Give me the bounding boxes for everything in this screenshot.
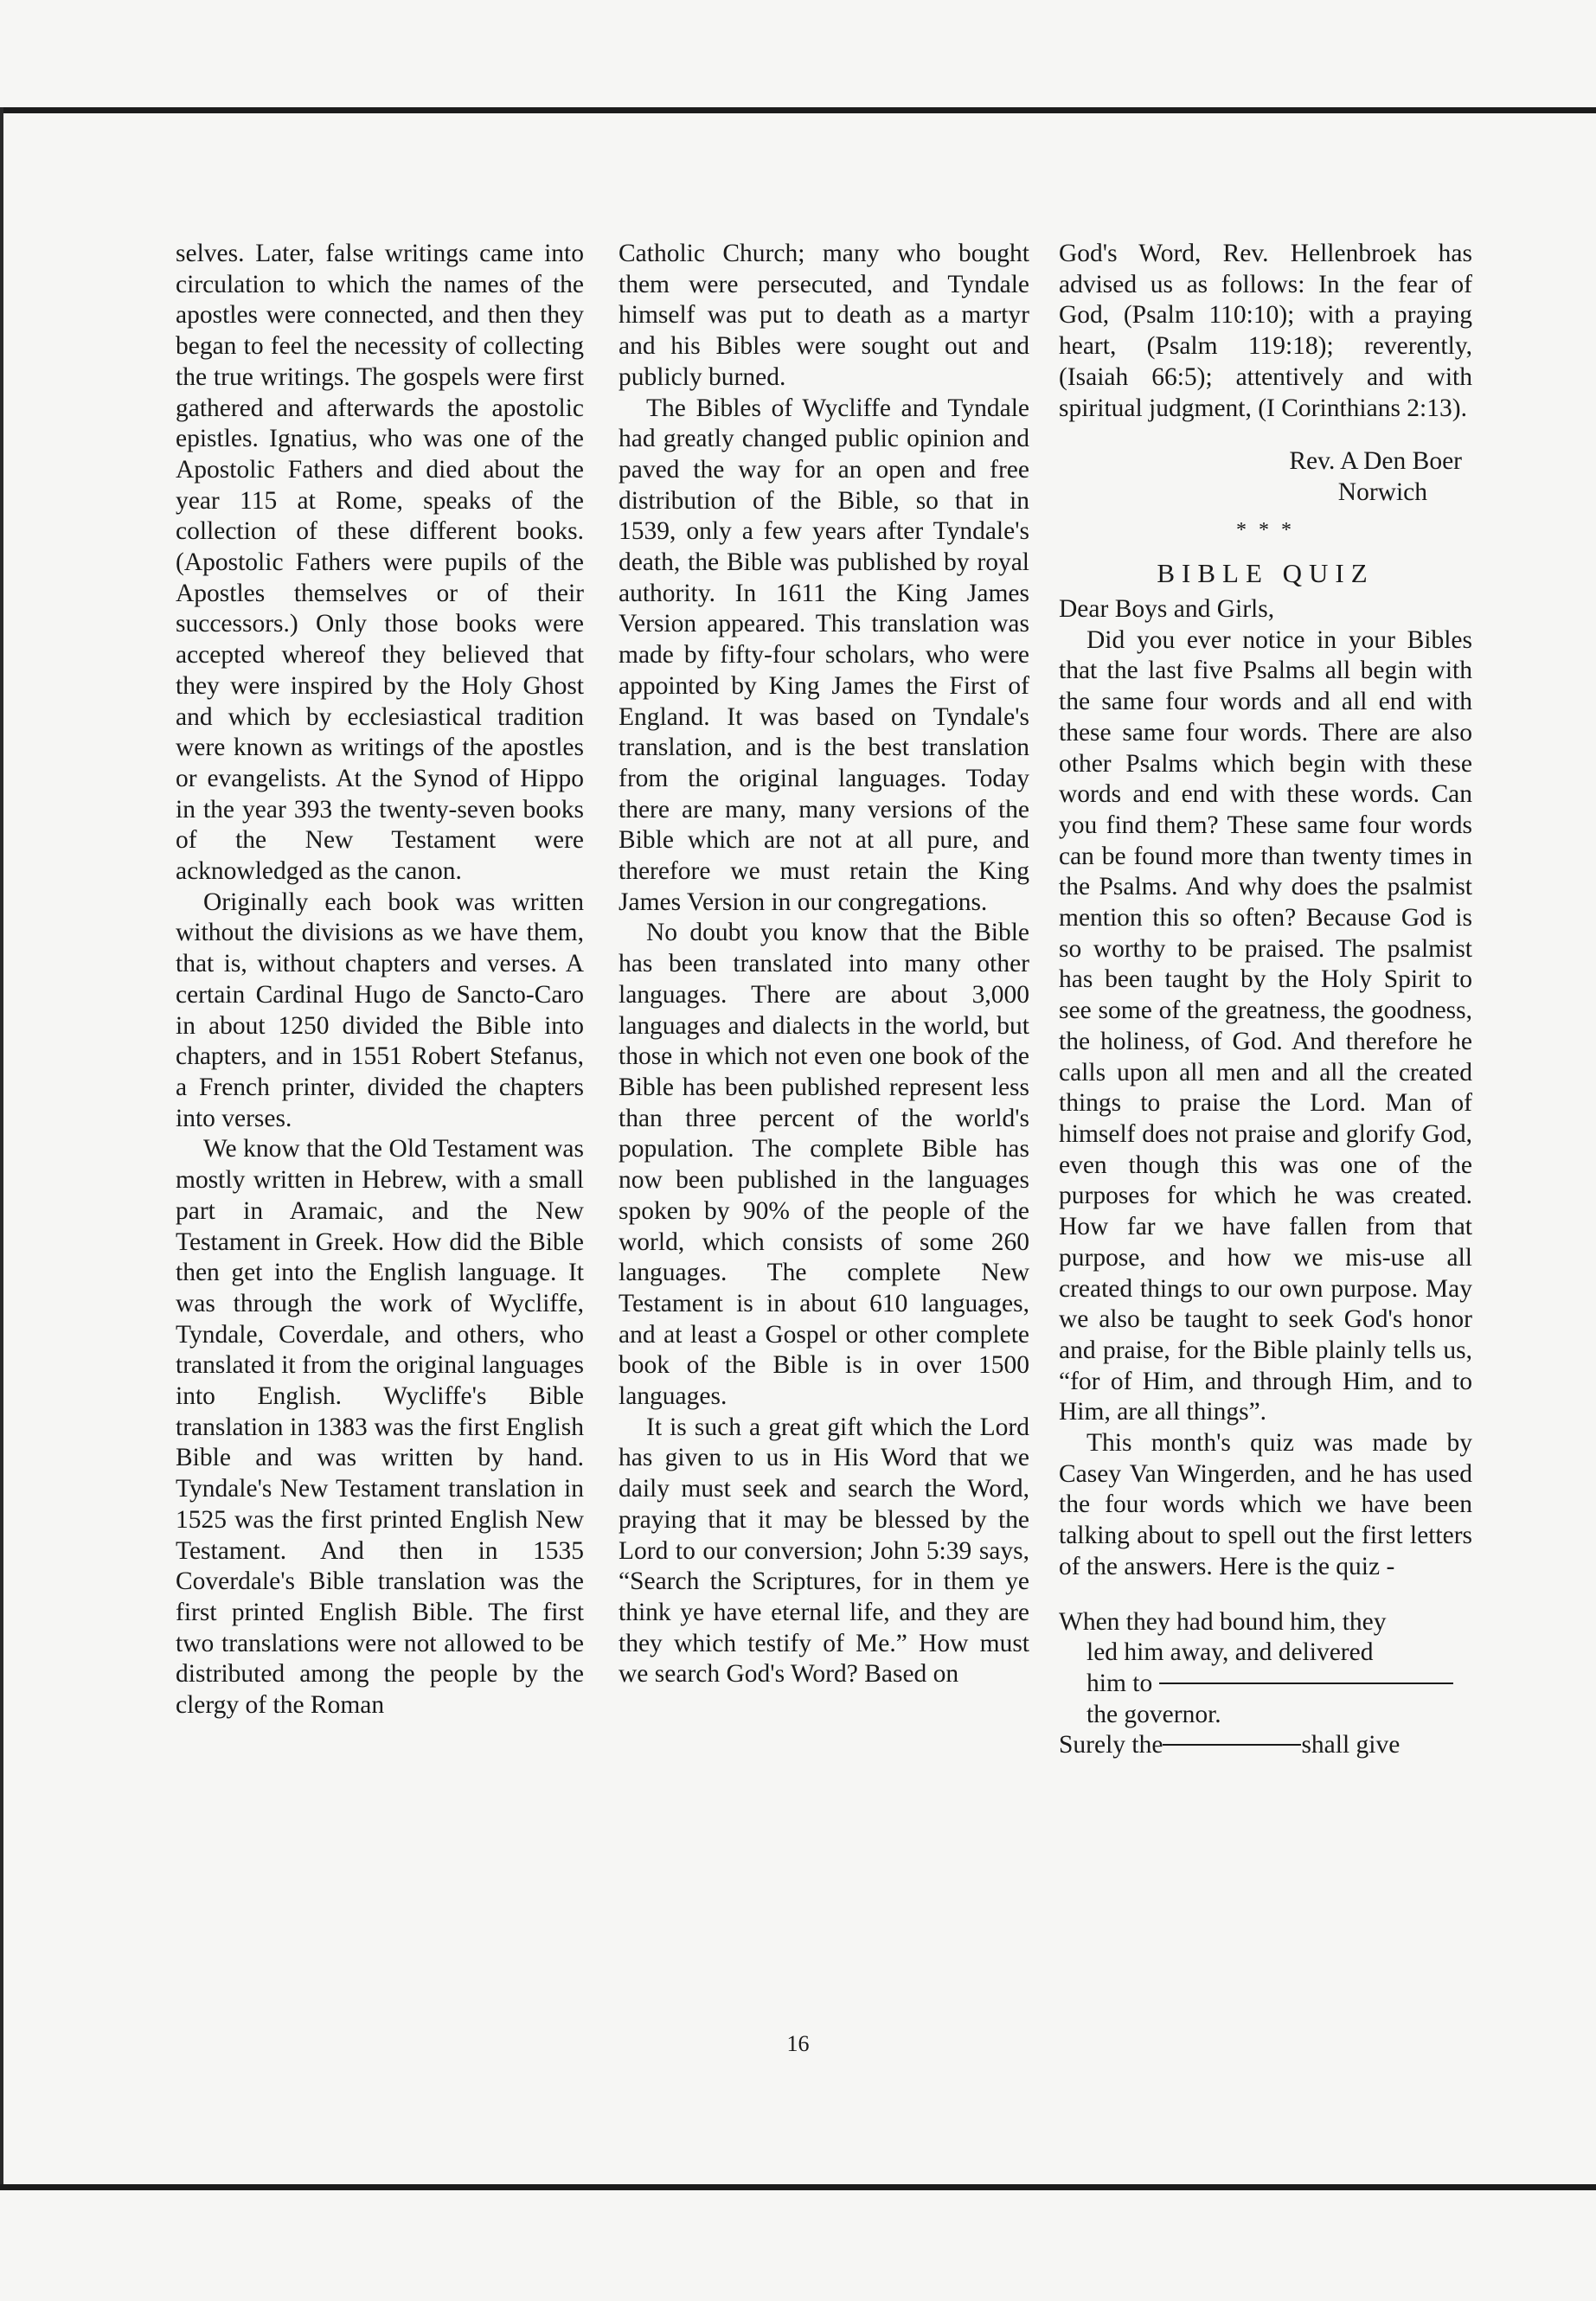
signature-name: Rev. A Den Boer (1289, 447, 1462, 476)
paragraph: Did you ever notice in your Bibles that the last five Psalms all begin with the same four words and all end with these same four words. There are also other Psalms which begin with these words and end with these words. Can you find them? These same four words can be found more than twenty times in the Psalms. And why does the psalmist mention this so often? Because God is so worthy to be praised. The psalmist has been taught by the Holy Spirit to see some of the greatness, the goodness, the holiness, of God. And therefore he calls upon all men and all the created things to praise the Lord. Man of himself does not praise and glorify God, even though this was one of the purposes for which he was created. How far we have fallen from that purpose, and how we mis-use all created things to our own purpose. May we also be taught to seek God's honor and praise, for the Bible plainly tells us, “for of Him, and through Him, and to Him, are all things”. (1059, 625, 1472, 1426)
question-line: When they had bound him, they (1059, 1607, 1387, 1636)
paragraph: God's Word, Rev. Hellenbroek has advised us as follows: In the fear of God, (Psalm 110:10); with a praying heart, (Psalm 119:18); reverently, (Isaiah 66:5); attentively and with spiritual judgment, (I Corinthians 2:13). (1059, 240, 1472, 422)
top-border-rule (0, 107, 1596, 113)
section-separator: * * * (1236, 518, 1295, 542)
quiz-question-1 (1059, 1607, 1472, 1731)
paragraph: selves. Later, false writings came into circulation to which the names of the apostles were connected, and then they began to feel the necessity of collecting the true writings. The gospels were first gathered and afterwards the apostolic epistles. Ignatius, who was one of the Apostolic Fathers and died about the year 115 at Rome, speaks of the collection of these different books. (Apostolic Fathers were pupils of the Apostles themselves or of their successors.) Only those books were accepted whereof they believed that they were inspired by the Holy Ghost and which by ecclesiastical tradition were known as writings of the apostles or evangelists. At the Synod of Hippo in the year 393 the twenty-seven books of the New Testament were acknowledged as the canon. (176, 240, 584, 886)
question-line: the governor. (1086, 1700, 1221, 1728)
question-text: shall give (1301, 1731, 1401, 1759)
paragraph: This month's quiz was made by Casey Van Wingerden, and he has used the four words which we have been talking about to spell out the first letters of the answers. Here is the quiz - (1059, 1429, 1472, 1580)
answer-blank (1163, 1744, 1301, 1746)
question-line: led him away, and delivered (1086, 1638, 1374, 1667)
signature-town: Norwich (1337, 478, 1427, 506)
page-number: 16 (786, 2031, 810, 2056)
signature (1059, 446, 1472, 508)
column-2 (619, 239, 1029, 1690)
paragraph: No doubt you know that the Bible has been translated into many other languages. There are about 3,000 languages and dialects in the world, but those in which not even one book of the Bible has been published represent less than three percent of the world's population. The complete Bible has now been published in the languages spoken by 90% of the people of the world, which consists of some 260 languages. The complete New Testament is in about 610 languages, and at least a Gospel or other complete book of the Bible is in over 1500 languages. (619, 919, 1029, 1411)
quiz-question-2 (1059, 1730, 1472, 1761)
column-1 (176, 239, 584, 1721)
question-line: him to (1059, 1669, 1472, 1700)
paragraph: Originally each book was written without the divisions as we have them, that is, without chapters and verses. A certain Cardinal Hugo de Sancto-Caro in about 1250 divided the Bible into chapters, and in 1551 Robert Stefanus, a French printer, divided the chapters into verses. (176, 888, 584, 1132)
paragraph: We know that the Old Testament was mostly written in Hebrew, with a small part in Aramaic, and the New Testament in Greek. How did the Bible then get into the English language. It was through the work of Wycliffe, Tyndale, Coverdale, and others, who translated it from the original languages into English. Wycliffe's Bible translation in 1383 was the first English Bible and was written by hand. Tyndale's New Testament translation in 1525 was the first printed English New Testament. And then in 1535 Coverdale's Bible translation was the first printed English Bible. The first two translations were not allowed to be distributed among the people by the clergy of the Roman (176, 1135, 584, 1720)
answer-blank (1159, 1682, 1453, 1684)
paragraph: The Bibles of Wycliffe and Tyndale had greatly changed public opinion and paved the way for an open and free distribution of the Bible, so that in 1539, only a few years after Tyndale's death, the Bible was published by royal authority. In 1611 the King James Version appeared. This translation was made by fifty-four scholars, who were appointed by King James the First of England. It was based on Tyndale's translation, and is the best translation from the original languages. Today there are many, many versions of the Bible which are not at all pure, and therefore we must retain the King James Version in our congregations. (619, 394, 1029, 916)
quiz-title: BIBLE QUIZ (1157, 558, 1375, 589)
bottom-border-rule (0, 2184, 1596, 2190)
paragraph: Catholic Church; many who bought them were persecuted, and Tyndale himself was put to death as a martyr and his Bibles were sought out and publicly burned. (619, 240, 1029, 391)
column-3 (1059, 239, 1472, 1761)
salutation: Dear Boys and Girls, (1059, 595, 1275, 624)
paragraph: It is such a great gift which the Lord has given to us in His Word that we daily must seek and search the Word, praying that it may be blessed by the Lord to our conversion; John 5:39 says, “Search the Scriptures, for in them ye think ye have eternal life, and they are they which testify of Me.” How must we search God's Word? Based on (619, 1413, 1029, 1689)
question-text: Surely the (1059, 1731, 1163, 1759)
left-scan-edge (0, 107, 3, 2190)
